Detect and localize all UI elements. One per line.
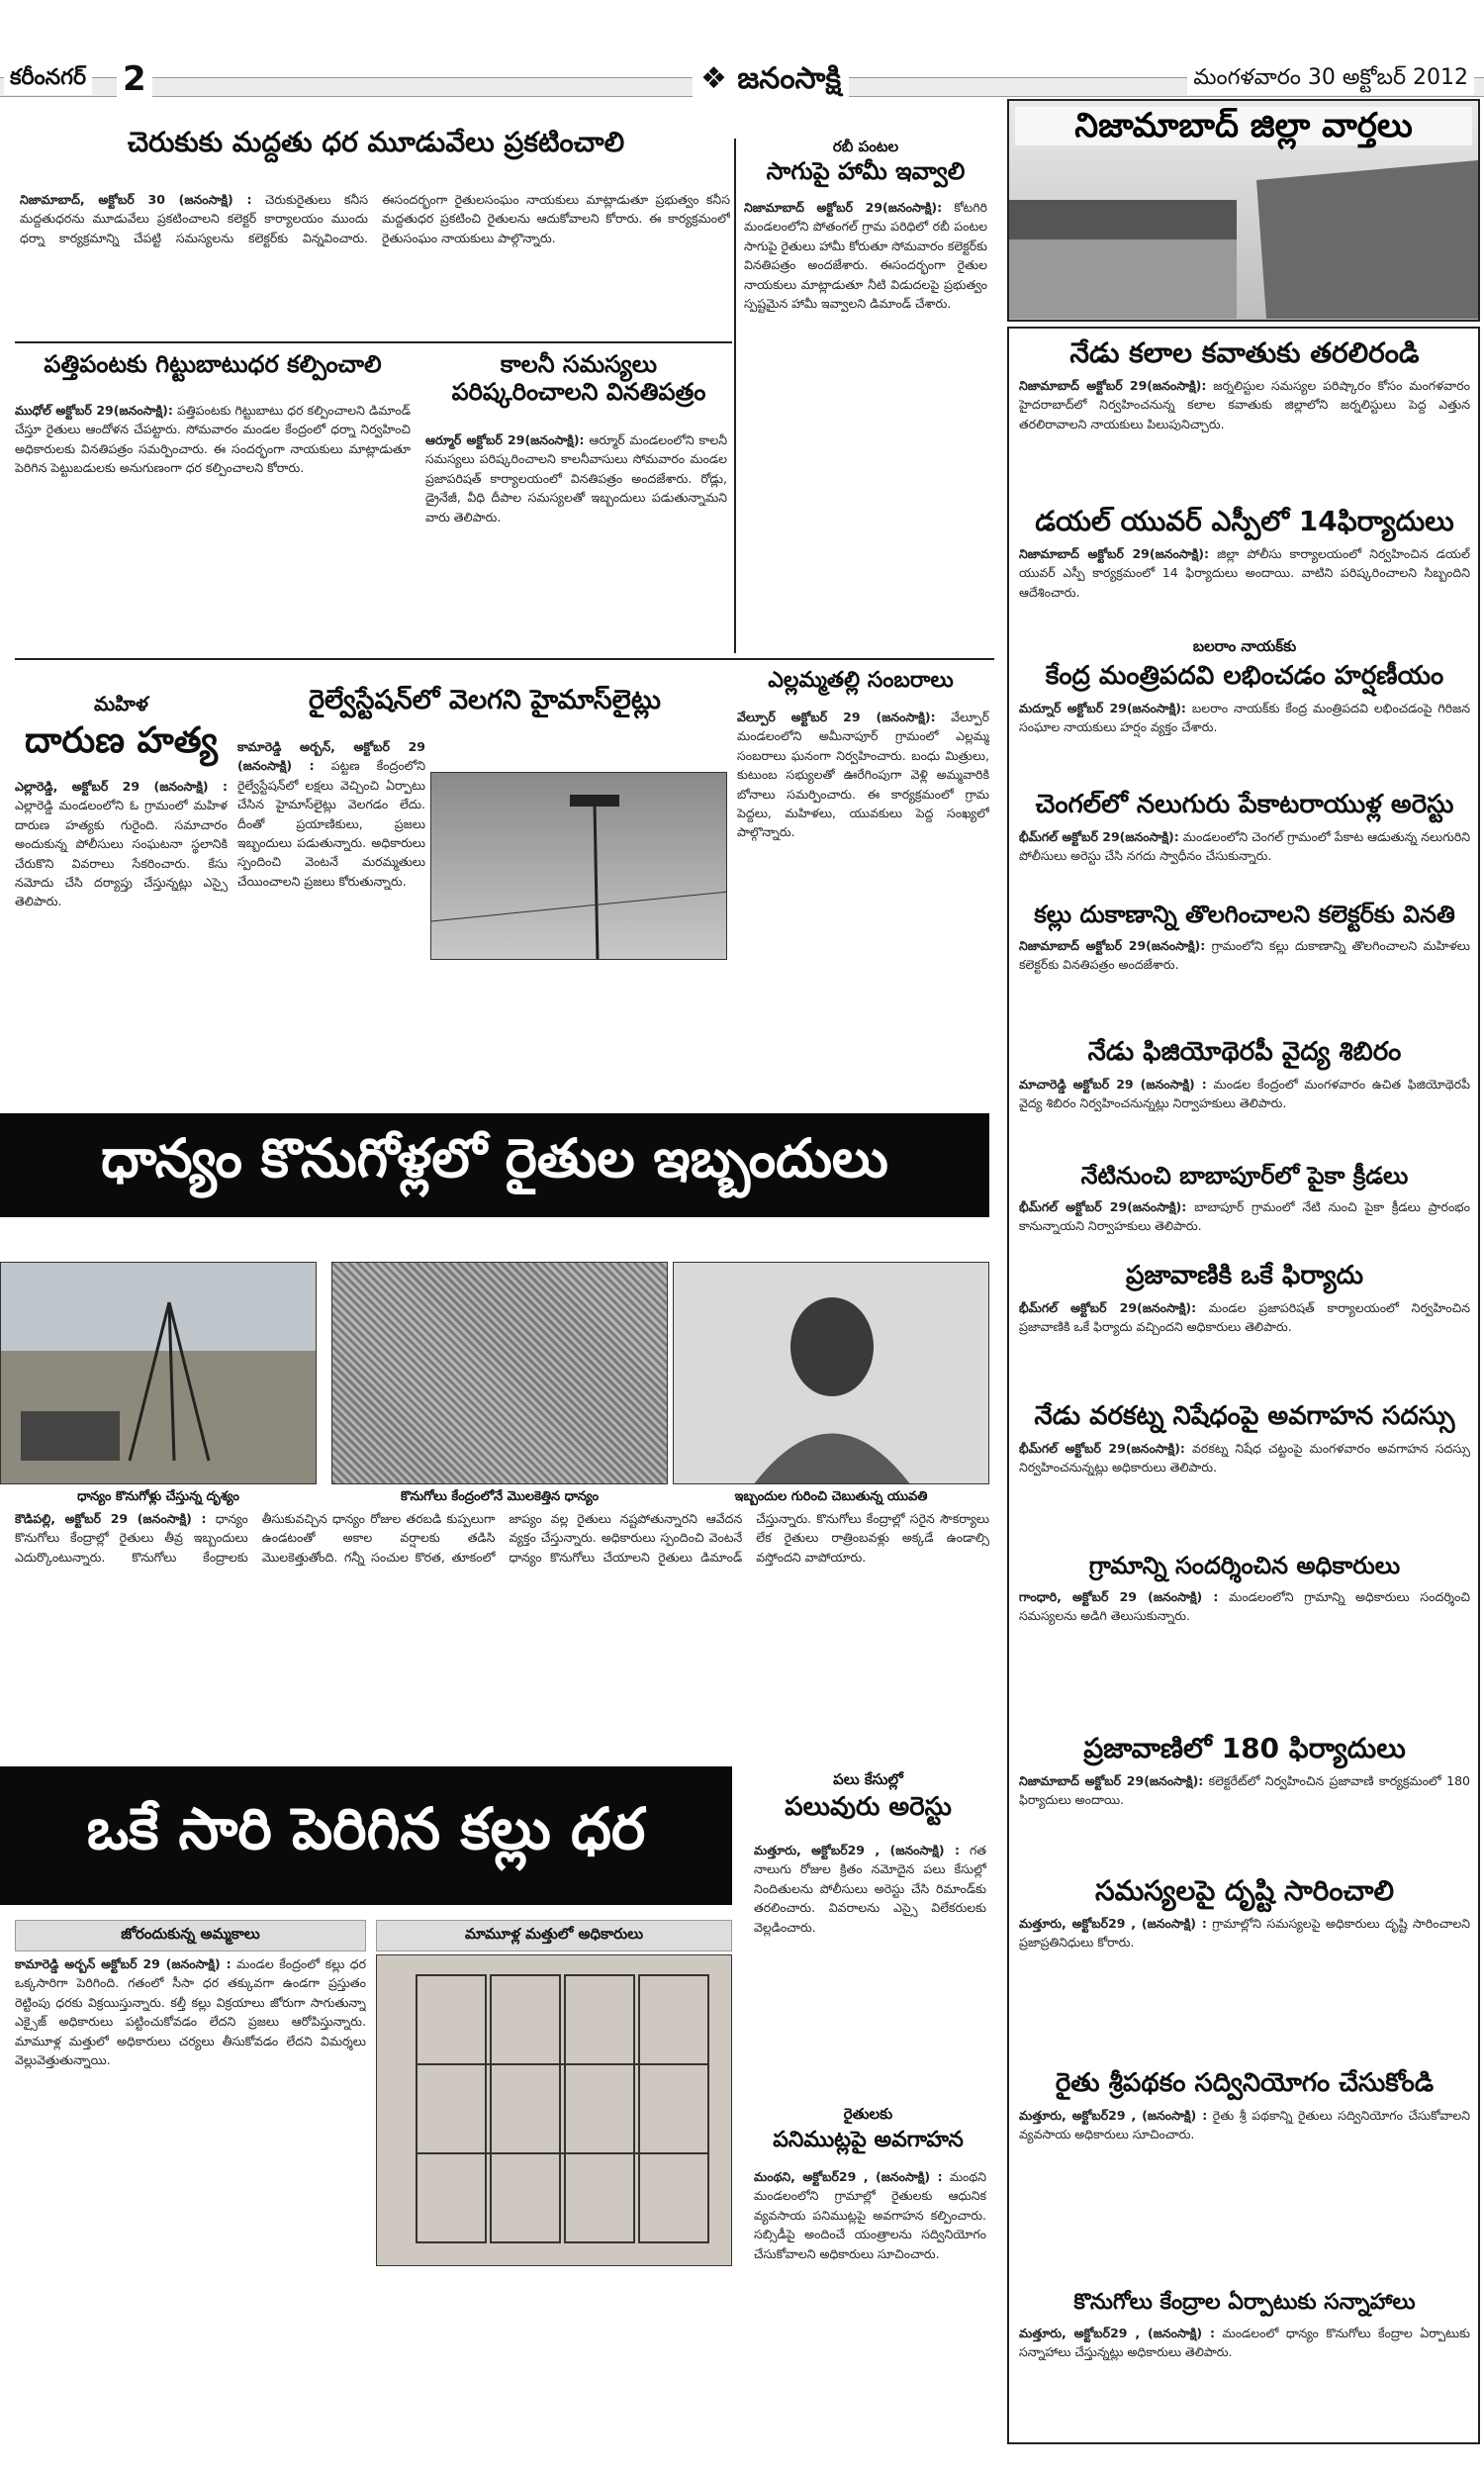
article-body: కలెక్టరేట్‌లో నిర్వహించిన ప్రజావాణి కార్యక్రమంలో 180 ఫిర్యాదులు అందాయి. bbox=[1019, 1773, 1470, 1808]
article-body: గత నాలుగు రోజుల క్రితం నమోదైన పలు కేసుల్లో నిందితులను పోలీసులు అరెస్టు చేసి రిమాండ్‌కు తరలించారు. వివరాలను ఎస్సై విలేకరులకు వెల్లడించారు. bbox=[754, 1843, 986, 1935]
article-colony bbox=[425, 430, 727, 653]
article-body: బాబాపూర్ గ్రామంలో నేటి నుంచి పైకా క్రీడలు ప్రారంభం కానున్నాయని నిర్వాహకులు తెలిపారు. bbox=[1019, 1199, 1470, 1234]
dateline: భీమ్‌గల్ అక్టోబర్ 29(జనంసాక్షి): bbox=[1019, 829, 1179, 844]
article-body: జర్నలిస్టుల సమస్యల పరిష్కారం కోసం మంగళవారం హైదరాబాద్‌లో నిర్వహించనున్న కలాల కవాతుకు జిల్లాలోని జర్నలిస్టులు పెద్ద ఎత్తున తరలిరావాలని నాయకులు పిలుపునిచ్చారు. bbox=[1019, 378, 1470, 431]
district-headline: నేడు కలాల కవాతుకు తరలిరండి bbox=[1069, 336, 1420, 369]
district-article bbox=[1019, 376, 1470, 503]
headline-arrests: పలువురు అరెస్టు bbox=[785, 1792, 952, 1822]
district-headline: రైతు శ్రీపథకం సద్వినియోగం చేసుకోండి bbox=[1055, 2068, 1435, 2098]
page-number: 2 bbox=[117, 59, 152, 99]
district-news-box bbox=[1007, 327, 1480, 2444]
dateline: మాచారెడ్డి అక్టోబర్ 29 (జనంసాక్షి) : bbox=[1019, 1077, 1207, 1092]
article-sugarcane bbox=[20, 190, 730, 338]
dateline: మత్తూరు, అక్టోబర్29 , (జనంసాక్షి) : bbox=[1019, 2326, 1215, 2340]
district-headline: నేడు ఫిజియోథెరపీ వైద్య శిబిరం bbox=[1087, 1037, 1402, 1067]
article-body: ఆర్మూర్ మండలంలోని కాలనీ సమస్యలు పరిష్కరించాలని కాలనీవాసులు సోమవారం మండల ప్రజాపరిషత్ కార్యాలయంలో వినతిపత్రం అందజేశారు. రోడ్లు, డ్రైనేజీ, వీధి దీపాల సమస్యలతో ఇబ్బందులు పడుతున్నామని వారు తెలిపారు. bbox=[425, 432, 727, 524]
article-body: మండల ప్రజాపరిషత్ కార్యాలయంలో నిర్వహించిన ప్రజావాణికి ఒకే ఫిర్యాదు వచ్చిందని అధికారులు తెలిపారు. bbox=[1019, 1300, 1470, 1335]
article-grain bbox=[15, 1509, 989, 1732]
toddy-photo-caption: మామూళ్ల మత్తులో అధికారులు bbox=[376, 1920, 732, 1951]
district-headline: ప్రజావాణికి ఒకే ఫిర్యాదు bbox=[1126, 1261, 1363, 1290]
article-body: గ్రామాల్లోని సమస్యలపై అధికారులు దృష్టి సారించాలని ప్రజాప్రతినిధులు కోరారు. bbox=[1019, 1916, 1470, 1951]
district-headline: చెంగల్‌లో నలుగురు పేకాటరాయుళ్ల అరెస్టు bbox=[1035, 790, 1454, 819]
dateline: మత్తూరు, అక్టోబర్29 , (జనంసాక్షి) : bbox=[1019, 2108, 1208, 2123]
dam-fort-icon bbox=[1009, 160, 1478, 319]
article-body: మండల కేంద్రంలో మంగళవారం ఉచిత ఫిజియోథెరపీ వైద్య శిబిరం నిర్వహించనున్నట్లు నిర్వాహకులు తెలిపారు. bbox=[1019, 1077, 1470, 1111]
grain-photo-woman bbox=[673, 1262, 989, 1484]
article-body: ఎల్లారెడ్డి మండలంలోని ఓ గ్రామంలో మహిళ దారుణ హత్యకు గురైంది. సమాచారం అందుకున్న పోలీసులు సంఘటనా స్థలానికి చేరుకొని వివరాలు సేకరించారు. కేసు నమోదు చేసి దర్యాప్తు చేస్తున్నట్లు ఎస్సై తెలిపారు. bbox=[15, 798, 228, 909]
grain-photo-market bbox=[0, 1262, 317, 1484]
caption-grain-sprouted: కొనుగోలు కేంద్రంలోనే మొలకెత్తిన ధాన్యం bbox=[400, 1489, 600, 1504]
highmast-photo bbox=[430, 772, 727, 960]
dateline: నిజామాబాద్ అక్టోబర్ 29(జనంసాక్షి): bbox=[1019, 546, 1209, 561]
dateline: కామారెడ్డి అర్బన్ అక్టోబర్ 29 (జనంసాక్షి) : bbox=[15, 1956, 232, 1971]
dateline: మంథని, అక్టోబర్29 , (జనంసాక్షి) : bbox=[754, 2169, 943, 2184]
edition-date: మంగళవారం 30 అక్టోబర్ 2012 bbox=[1187, 65, 1474, 95]
article-yellamma bbox=[737, 708, 989, 1084]
toddy-bottles-photo bbox=[376, 1954, 732, 2266]
district-headline: ప్రజావాణిలో 180 ఫిర్యాదులు bbox=[1083, 1732, 1406, 1764]
headline-rabi: సాగుపై హామీ ఇవ్వాలి bbox=[766, 157, 966, 185]
article-body: మంథని మండలంలోని గ్రామాల్లో రైతులకు ఆధునిక వ్యవసాయ పనిముట్లపై అవగాహన కల్పించారు. సబ్సిడీపై అందించే యంత్రాలను సద్వినియోగం చేసుకోవాలని అధికారులు సూచించారు. bbox=[754, 2169, 986, 2261]
edition-location: కరీంనగర్ bbox=[4, 65, 92, 95]
masthead bbox=[0, 59, 1484, 99]
district-headline: సమస్యలపై దృష్టి సారించాలి bbox=[1095, 1874, 1394, 1907]
article-body: బలరాం నాయక్‌కు కేంద్ర మంత్రిపదవి లభించడంపై గిరిజన సంఘాల నాయకులు హర్షం వ్యక్తం చేశారు. bbox=[1019, 701, 1470, 735]
toddy-banner: ఒకే సారి పెరిగిన కల్లు ధర bbox=[0, 1766, 732, 1905]
article-body: పట్టణ కేంద్రంలోని రైల్వేస్టేషన్‌లో లక్షలు వెచ్చించి ఏర్పాటు చేసిన హైమాస్‌లైట్లు వెలగడం లేదు. దీంతో ప్రయాణికులు, ప్రజలు ఇబ్బందులు పడుతున్నారు. అధికారులు స్పందించి వెంటనే మరమ్మతులు చేయించాలని ప్రజలు కోరుతున్నారు. bbox=[237, 758, 425, 889]
district-article bbox=[1019, 1197, 1470, 1257]
article-toddy-cont bbox=[376, 2276, 732, 2464]
district-headline: కల్లు దుకాణాన్ని తొలగించాలని కలెక్టర్‌కు వినతి bbox=[1034, 901, 1455, 928]
article-body: వరకట్న నిషేధ చట్టంపై మంగళవారం అవగాహన సదస్సు నిర్వహించనున్నట్లు అధికారులు తెలిపారు. bbox=[1019, 1441, 1470, 1475]
district-headline: నేటినుంచి బాబాపూర్‌లో పైకా క్రీడలు bbox=[1080, 1162, 1409, 1189]
article-body: పత్తిపంటకు గిట్టుబాటు ధర కల్పించాలని డిమాండ్ చేస్తూ రైతులు ఆందోళన చేపట్టారు. సోమవారం మండల కేంద్రంలో ధర్నా నిర్వహించి అధికారులకు వినతిపత్రం సమర్పించారు. ఈ సందర్భంగా నాయకులు మాట్లాడుతూ పెరిగిన పెట్టుబడులకు అనుగుణంగా ధర కల్పించాలని కోరారు. bbox=[15, 403, 411, 476]
article-murder bbox=[15, 777, 228, 1084]
murder-kicker: మహిళ bbox=[94, 692, 148, 715]
dateline: భీమ్‌గల్ అక్టోబర్ 29(జనంసాక్షి): bbox=[1019, 1300, 1197, 1315]
district-article bbox=[1019, 544, 1470, 633]
arrests-kicker: పలు కేసుల్లో bbox=[833, 1770, 903, 1788]
section-rule bbox=[15, 658, 994, 660]
dateline: మత్తూరు, అక్టోబర్29 , (జనంసాక్షి) : bbox=[754, 1843, 960, 1857]
dateline: భీమ్‌గల్ అక్టోబర్ 29(జనంసాక్షి): bbox=[1019, 1441, 1185, 1456]
district-headline: కొనుగోలు కేంద్రాల ఏర్పాటుకు సన్నాహాలు bbox=[1073, 2290, 1416, 2315]
schemes-kicker: రైతులకు bbox=[843, 2105, 893, 2123]
headline-colony: కాలనీ సమస్యలు పరిష్కరించాలని వినతిపత్రం bbox=[451, 350, 706, 406]
paper-name: జనంసాక్షి bbox=[737, 61, 842, 96]
tripod-icon bbox=[1, 1263, 317, 1484]
district-article bbox=[1019, 2324, 1470, 2437]
grain-banner: ధాన్యం కొనుగోళ్లలో రైతుల ఇబ్బందులు bbox=[0, 1113, 989, 1217]
dateline: మత్తూరు, అక్టోబర్29 , (జనంసాక్షి) : bbox=[1019, 1916, 1207, 1931]
district-article bbox=[1019, 1075, 1470, 1159]
toddy-subhead: జోరందుకున్న అమ్మకాలు bbox=[15, 1920, 366, 1951]
article-toddy bbox=[15, 1954, 366, 2464]
person-icon bbox=[674, 1263, 989, 1484]
district-header-box bbox=[1007, 99, 1480, 322]
article-body: మండలంలోని గ్రామాన్ని అధికారులు సందర్శించి సమస్యలను అడిగి తెలుసుకున్నారు. bbox=[1019, 1589, 1470, 1624]
dateline: నిజామాబాద్ అక్టోబర్ 29(జనంసాక్షి): bbox=[1019, 378, 1207, 393]
headline-schemes: పనిముట్లపై అవగాహన bbox=[773, 2128, 964, 2152]
district-article bbox=[1019, 1914, 1470, 2062]
dateline: ముధోల్ అక్టోబర్ 29(జనంసాక్షి): bbox=[15, 403, 173, 418]
district-article bbox=[1019, 1587, 1470, 1726]
article-highmast-cont bbox=[430, 965, 727, 1084]
article-body: రైతు శ్రీ పథకాన్ని రైతులు సద్వినియోగం చేసుకోవాలని వ్యవసాయ అధికారులు సూచించారు. bbox=[1019, 2108, 1470, 2142]
dateline: నిజామాబాద్ అక్టోబర్ 29(జనంసాక్షి): bbox=[744, 200, 943, 215]
dateline: కౌడిపల్లి, అక్టోబర్ 29 (జనంసాక్షి) : bbox=[15, 1511, 207, 1526]
dateline: ఎల్లారెడ్డి, అక్టోబర్ 29 (జనంసాక్షి) : bbox=[15, 779, 228, 794]
column-divider bbox=[734, 139, 736, 653]
district-kicker: బలరాం నాయక్‌కు bbox=[1192, 637, 1297, 655]
article-body: ధాన్యం కొనుగోలు కేంద్రాల్లో రైతులు తీవ్ర ఇబ్బందులు ఎదుర్కొంటున్నారు. కొనుగోలు కేంద్రాలకు తీసుకువచ్చిన ధాన్యం రోజుల తరబడి కుప్పలుగా ఉండటంతో అకాల వర్షాలకు తడిసి మొలకెత్తుతోంది. గన్నీ సంచుల కొరత, తూకంలో జాప్యం వల్ల రైతులు నష్టపోతున్నారని ఆవేదన వ్యక్తం చేస్తున్నారు. అధికారులు స్పందించి వెంటనే ధాన్యం కొనుగోలు చేయాలని రైతులు డిమాండ్ చేస్తున్నారు. కొనుగోలు కేంద్రాల్లో సరైన సౌకర్యాలు లేక రైతులు రాత్రింబవళ్లు అక్కడే ఉండాల్సి వస్తోందని వాపోయారు. bbox=[15, 1511, 989, 1565]
district-article bbox=[1019, 827, 1470, 897]
district-headline: కేంద్ర మంత్రిపదవి లభించడం హర్షణీయం bbox=[1045, 661, 1444, 691]
dateline: నిజామాబాద్ అక్టోబర్ 29(జనంసాక్షి): bbox=[1019, 938, 1206, 953]
article-cotton bbox=[15, 401, 411, 648]
headline-murder: దారుణ హత్య bbox=[24, 720, 219, 761]
rabi-kicker: రబీ పంటల bbox=[832, 138, 899, 155]
article-body: కోటగిరి మండలంలోని పోతంగల్ గ్రామ పరిధిలో రబీ పంటల సాగుపై రైతులు హామీ కోరుతూ సోమవారం కలెక్టర్‌కు వినతిపత్రం అందజేశారు. ఈసందర్భంగా రైతుల నాయకులు మాట్లాడుతూ నీటి విడుదలపై ప్రభుత్వం స్పష్టమైన హామీ ఇవ్వాలని డిమాండ్ చేశారు. bbox=[744, 200, 987, 311]
dateline: కామారెడ్డి అర్బన్, అక్టోబర్ 29 (జనంసాక్షి) : bbox=[237, 739, 425, 774]
dateline: నిజామాబాద్, అక్టోబర్ 30 (జనంసాక్షి) : bbox=[20, 192, 252, 207]
article-highmast bbox=[237, 737, 425, 1084]
headline-cotton: పత్తిపంటకు గిట్టుబాటుధర కల్పించాలి bbox=[44, 350, 382, 378]
district-article bbox=[1019, 2106, 1470, 2284]
caption-grain-woman: ఇబ్బందుల గురించి చెబుతున్న యువతి bbox=[734, 1489, 928, 1504]
dateline: నిజామాబాద్ అక్టోబర్ 29(జనంసాక్షి): bbox=[1019, 1773, 1204, 1788]
highmast-pole-icon bbox=[431, 773, 727, 960]
district-section-title: నిజామాబాద్ జిల్లా వార్తలు bbox=[1015, 107, 1472, 145]
headline-sugarcane: చెరుకుకు మద్దతు ధర మూడువేలు ప్రకటించాలి bbox=[127, 126, 625, 158]
article-body: మండలంలో ధాన్యం కొనుగోలు కేంద్రాల ఏర్పాటుకు సన్నాహాలు చేస్తున్నట్లు అధికారులు తెలిపారు. bbox=[1019, 2326, 1470, 2360]
headline-highmast: రైల్వేస్టేషన్‌లో వెలగని హైమాస్‌లైట్లు bbox=[308, 685, 662, 715]
district-article bbox=[1019, 1298, 1470, 1397]
district-article bbox=[1019, 936, 1470, 1035]
district-headline: డయల్ యువర్ ఎస్పీలో 14ఫిర్యాదులు bbox=[1035, 505, 1454, 537]
grain-photo-sprouted bbox=[331, 1262, 668, 1484]
crates-icon bbox=[377, 1955, 732, 2266]
district-article bbox=[1019, 699, 1470, 788]
section-rule bbox=[15, 341, 732, 343]
district-headline: గ్రామాన్ని సందర్శించిన అధికారులు bbox=[1088, 1552, 1401, 1579]
dateline: వేల్పూర్ అక్టోబర్ 29 (జనంసాక్షి): bbox=[737, 710, 936, 724]
district-article bbox=[1019, 1439, 1470, 1548]
headline-yellamma: ఎల్లమ్మతల్లి సంబరాలు bbox=[768, 668, 954, 693]
dateline: గాంధారి, అక్టోబర్ 29 (జనంసాక్షి) : bbox=[1019, 1589, 1219, 1604]
district-article bbox=[1019, 1771, 1470, 1870]
dateline: ఆర్మూర్ అక్టోబర్ 29(జనంసాక్షి): bbox=[425, 432, 585, 447]
paper-logo bbox=[693, 61, 849, 103]
article-body: వేల్పూర్ మండలంలోని అమీనాపూర్ గ్రామంలో ఎల్లమ్మ సంబరాలు ఘనంగా నిర్వహించారు. బంధు మిత్రులు, కుటుంబ సభ్యులతో ఊరేగింపుగా వెళ్లి అమ్మవారికి బోనాలు సమర్పించారు. ఈ కార్యక్రమంలో గ్రామ పెద్దలు, మహిళలు, యువకులు పెద్ద సంఖ్యలో పాల్గొన్నారు. bbox=[737, 710, 989, 840]
article-body: మండల కేంద్రంలో కల్లు ధర ఒక్కసారిగా పెరిగింది. గతంలో సీసా ధర తక్కువగా ఉండగా ప్రస్తుతం రెట్టింపు ధరకు విక్రయిస్తున్నారు. కల్తీ కల్లు విక్రయాలు జోరుగా సాగుతున్నా ఎక్సైజ్ అధికారులు పట్టించుకోవడం లేదని ప్రజలు ఆరోపిస్తున్నారు. మామూళ్ల మత్తులో అధికారులు చర్యలు తీసుకోవడం లేదని విమర్శలు వెల్లువెత్తుతున్నాయి. bbox=[15, 1956, 366, 2067]
article-body: గ్రామంలోని కల్లు దుకాణాన్ని తొలగించాలని మహిళలు కలెక్టర్‌కు వినతిపత్రం అందజేశారు. bbox=[1019, 938, 1470, 973]
logo-mark-icon: ❖ bbox=[700, 61, 727, 96]
article-arrests bbox=[754, 1841, 986, 2103]
dateline: మద్నూర్ అక్టోబర్ 29(జనంసాక్షి): bbox=[1019, 701, 1186, 715]
district-headline: నేడు వరకట్న నిషేధంపై అవగాహన సదస్సు bbox=[1034, 1401, 1455, 1431]
caption-grain-market: ధాన్యం కొనుగోళ్లు చేస్తున్న దృశ్యం bbox=[77, 1489, 239, 1504]
article-schemes bbox=[754, 2167, 986, 2464]
article-body: జిల్లా పోలీసు కార్యాలయంలో నిర్వహించిన డయల్ యువర్ ఎస్పీ కార్యక్రమంలో 14 ఫిర్యాదులు అందాయి. వాటిని పరిష్కరించాలని సిబ్బందిని ఆదేశించారు. bbox=[1019, 546, 1470, 600]
dateline: భీమ్‌గల్ అక్టోబర్ 29(జనంసాక్షి): bbox=[1019, 1199, 1187, 1214]
article-body: మండలంలోని చెంగల్ గ్రామంలో పేకాట ఆడుతున్న నలుగురిని పోలీసులు అరెస్టు చేసి నగదు స్వాధీనం చేసుకున్నారు. bbox=[1019, 829, 1470, 864]
article-body: చెరుకురైతులు కనీస మద్దతుధరను మూడువేలు ప్రకటించాలని కలెక్టర్ కార్యాలయం ముందు ధర్నా కార్యక్రమాన్ని చేపట్టి సమస్యలను కలెక్టర్‌కు విన్నవించారు. ఈసందర్భంగా రైతులసంఘం నాయకులు మాట్లాడుతూ ప్రభుత్వం కనీస మద్దతుధర ప్రకటించి రైతులను ఆదుకోవాలని కోరారు. ఈ కార్యక్రమంలో రైతుసంఘం నాయకులు పాల్గొన్నారు. bbox=[20, 192, 730, 245]
article-rabi bbox=[744, 198, 987, 614]
